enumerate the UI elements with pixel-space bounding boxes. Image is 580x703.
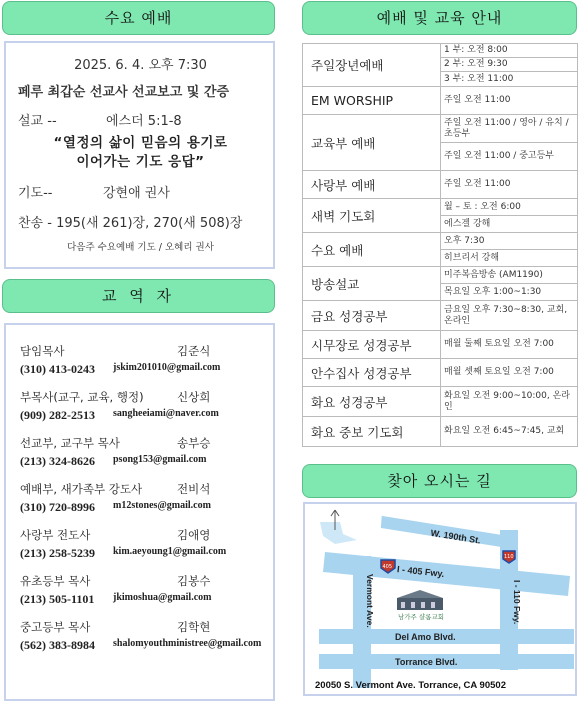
minister-phone: (562) 383-8984 [20, 638, 95, 652]
minister-name: 김학현 [177, 620, 211, 634]
minister-phone: (909) 282-2513 [20, 408, 95, 422]
message-line-2: 이어가는 기도 응답” [76, 154, 205, 170]
sermon-text: 에스더 5:1-8 [106, 114, 182, 129]
schedule-time: 주일 오전 11:00 / 중고등부 [441, 143, 578, 171]
hymn-line: 찬송 - 195(새 261)장, 270(새 508)장 [18, 216, 243, 231]
sermon-row [18, 110, 263, 129]
schedule-row [303, 115, 578, 143]
schedule-service-name: 교육부 예배 [303, 115, 441, 171]
ministers-box [4, 323, 275, 701]
schedule-service-name: 방송설교 [303, 267, 441, 301]
minister-email[interactable]: jskim201010@gmail.com [113, 362, 221, 373]
minister-phone: (213) 505-1101 [20, 592, 95, 606]
label-190th: W. 190th St. [429, 527, 482, 546]
svg-text:405: 405 [382, 564, 393, 570]
schedule-time: 오후 7:30 [441, 233, 578, 250]
minister-entry [20, 343, 263, 377]
schedule-time: 3 부: 오전 11:00 [441, 72, 578, 87]
schedule-service-name: 주일장년예배 [303, 44, 441, 87]
schedule-time: 매월 셋째 토요일 오전 7:00 [441, 359, 578, 387]
schedule-time: 주일 오전 11:00 [441, 87, 578, 115]
map-graphic [305, 504, 575, 694]
sermon-label: 설교 -- [18, 114, 57, 129]
schedule-row [303, 87, 578, 115]
schedule-time: 미주복음방송 (AM1190) [441, 267, 578, 284]
schedule-service-name: 안수집사 성경공부 [303, 359, 441, 387]
minister-phone: (213) 324-8626 [20, 454, 95, 468]
minister-name: 전비석 [177, 482, 211, 496]
wednesday-header: 수요 예배 [2, 1, 275, 35]
schedule-time: 주일 오전 11:00 / 영아 / 유치 / 초등부 [441, 115, 578, 143]
svg-text:110: 110 [504, 554, 514, 560]
prayer-label: 기도-- [18, 186, 53, 201]
church-label: 남가주 샬롬교회 [398, 613, 445, 621]
minister-entry [20, 573, 263, 607]
schedule-row [303, 44, 578, 58]
minister-entry [20, 389, 263, 423]
schedule-row [303, 301, 578, 331]
schedule-time: 월 – 토 : 오전 6:00 [441, 199, 578, 216]
schedule-service-name: 수요 예배 [303, 233, 441, 267]
schedule-time: 매월 둘째 토요일 오전 7:00 [441, 331, 578, 359]
minister-entry [20, 527, 263, 561]
ministers-header: 교 역 자 [2, 279, 275, 313]
schedule-row [303, 387, 578, 417]
schedule-service-name: 금요 성경공부 [303, 301, 441, 331]
label-del-amo: Del Amo Blvd. [395, 632, 456, 642]
schedule-time: 히브리서 강해 [441, 250, 578, 267]
minister-role: 중고등부 목사 [20, 620, 91, 634]
minister-role: 유초등부 목사 [20, 574, 91, 588]
minister-name: 신상희 [177, 390, 211, 404]
schedule-row [303, 199, 578, 216]
schedule-service-name: 사랑부 예배 [303, 171, 441, 199]
minister-email[interactable]: jkimoshua@gmail.com [113, 592, 212, 603]
minister-role: 선교부, 교구부 목사 [20, 436, 120, 450]
schedule-service-name: 화요 성경공부 [303, 387, 441, 417]
wednesday-service-box [4, 41, 275, 269]
minister-name: 김봉수 [177, 574, 211, 588]
prayer-row [18, 182, 263, 201]
minister-name: 송부승 [177, 436, 211, 450]
church-address: 20050 S. Vermont Ave. Torrance, CA 90502 [315, 680, 506, 691]
minister-phone: (310) 413-0243 [20, 362, 95, 376]
minister-entry [20, 481, 263, 515]
schedule-time: 에스겔 강해 [441, 216, 578, 233]
minister-email[interactable]: psong153@gmail.com [113, 454, 207, 465]
label-405: I - 405 Fwy. [396, 564, 445, 579]
schedule-time: 1 부: 오전 8:00 [441, 44, 578, 58]
prayer-name: 강현애 권사 [103, 186, 170, 201]
minister-email[interactable]: shalomyouthministree@gmail.com [113, 638, 262, 649]
schedule-service-name: EM WORSHIP [303, 87, 441, 115]
service-date: 2025. 6. 4. 오후 7:30 [74, 58, 207, 73]
schedule-row [303, 417, 578, 447]
minister-entry [20, 435, 263, 469]
service-title: 페루 최갑순 선교사 선교보고 및 간증 [18, 85, 229, 100]
directions-map [303, 502, 577, 696]
minister-entry [20, 619, 263, 653]
minister-email[interactable]: kim.aeyoung1@gmail.com [113, 546, 227, 557]
map-header: 찾아 오시는 길 [302, 464, 577, 498]
minister-name: 김준식 [177, 344, 211, 358]
minister-email[interactable]: sangheeiami@naver.com [113, 408, 219, 419]
minister-phone: (213) 258-5239 [20, 546, 95, 560]
schedule-row [303, 331, 578, 359]
message-line-1: “열정의 삶이 믿음의 용기로 [53, 135, 228, 151]
schedule-row [303, 171, 578, 199]
schedule-time: 주일 오전 11:00 [441, 171, 578, 199]
minister-email[interactable]: m12stones@gmail.com [113, 500, 211, 511]
schedule-time: 2 부: 오전 9:30 [441, 58, 578, 72]
minister-phone: (310) 720-8996 [20, 500, 95, 514]
minister-name: 김애영 [177, 528, 211, 542]
schedule-service-name: 시무장로 성경공부 [303, 331, 441, 359]
schedule-header: 예배 및 교육 안내 [302, 1, 577, 35]
schedule-row [303, 359, 578, 387]
minister-role: 담임목사 [20, 344, 65, 358]
schedule-time: 금요일 오후 7:30~8:30, 교회, 온라인 [441, 301, 578, 331]
minister-role: 예배부, 새가족부 강도사 [20, 482, 143, 496]
schedule-row [303, 267, 578, 284]
schedule-time: 화요일 오전 6:45~7:45, 교회 [441, 417, 578, 447]
schedule-service-name: 새벽 기도회 [303, 199, 441, 233]
next-week-note: 다음주 수요예배 기도 / 오혜리 권사 [67, 242, 214, 253]
minister-role: 부목사(교구, 교육, 행정) [20, 390, 144, 404]
schedule-row [303, 233, 578, 250]
sermon-message [18, 134, 263, 172]
label-torrance: Torrance Blvd. [395, 657, 458, 667]
schedule-time: 목요일 오후 1:00~1:30 [441, 284, 578, 301]
label-110: I - 110 Fwy. [512, 580, 522, 625]
label-vermont: Vermont Ave. [365, 574, 375, 628]
schedule-service-name: 화요 중보 기도회 [303, 417, 441, 447]
schedule-time: 화요일 오전 9:00~10:00, 온라인 [441, 387, 578, 417]
minister-role: 사랑부 전도사 [20, 528, 91, 542]
schedule-table [302, 43, 578, 447]
